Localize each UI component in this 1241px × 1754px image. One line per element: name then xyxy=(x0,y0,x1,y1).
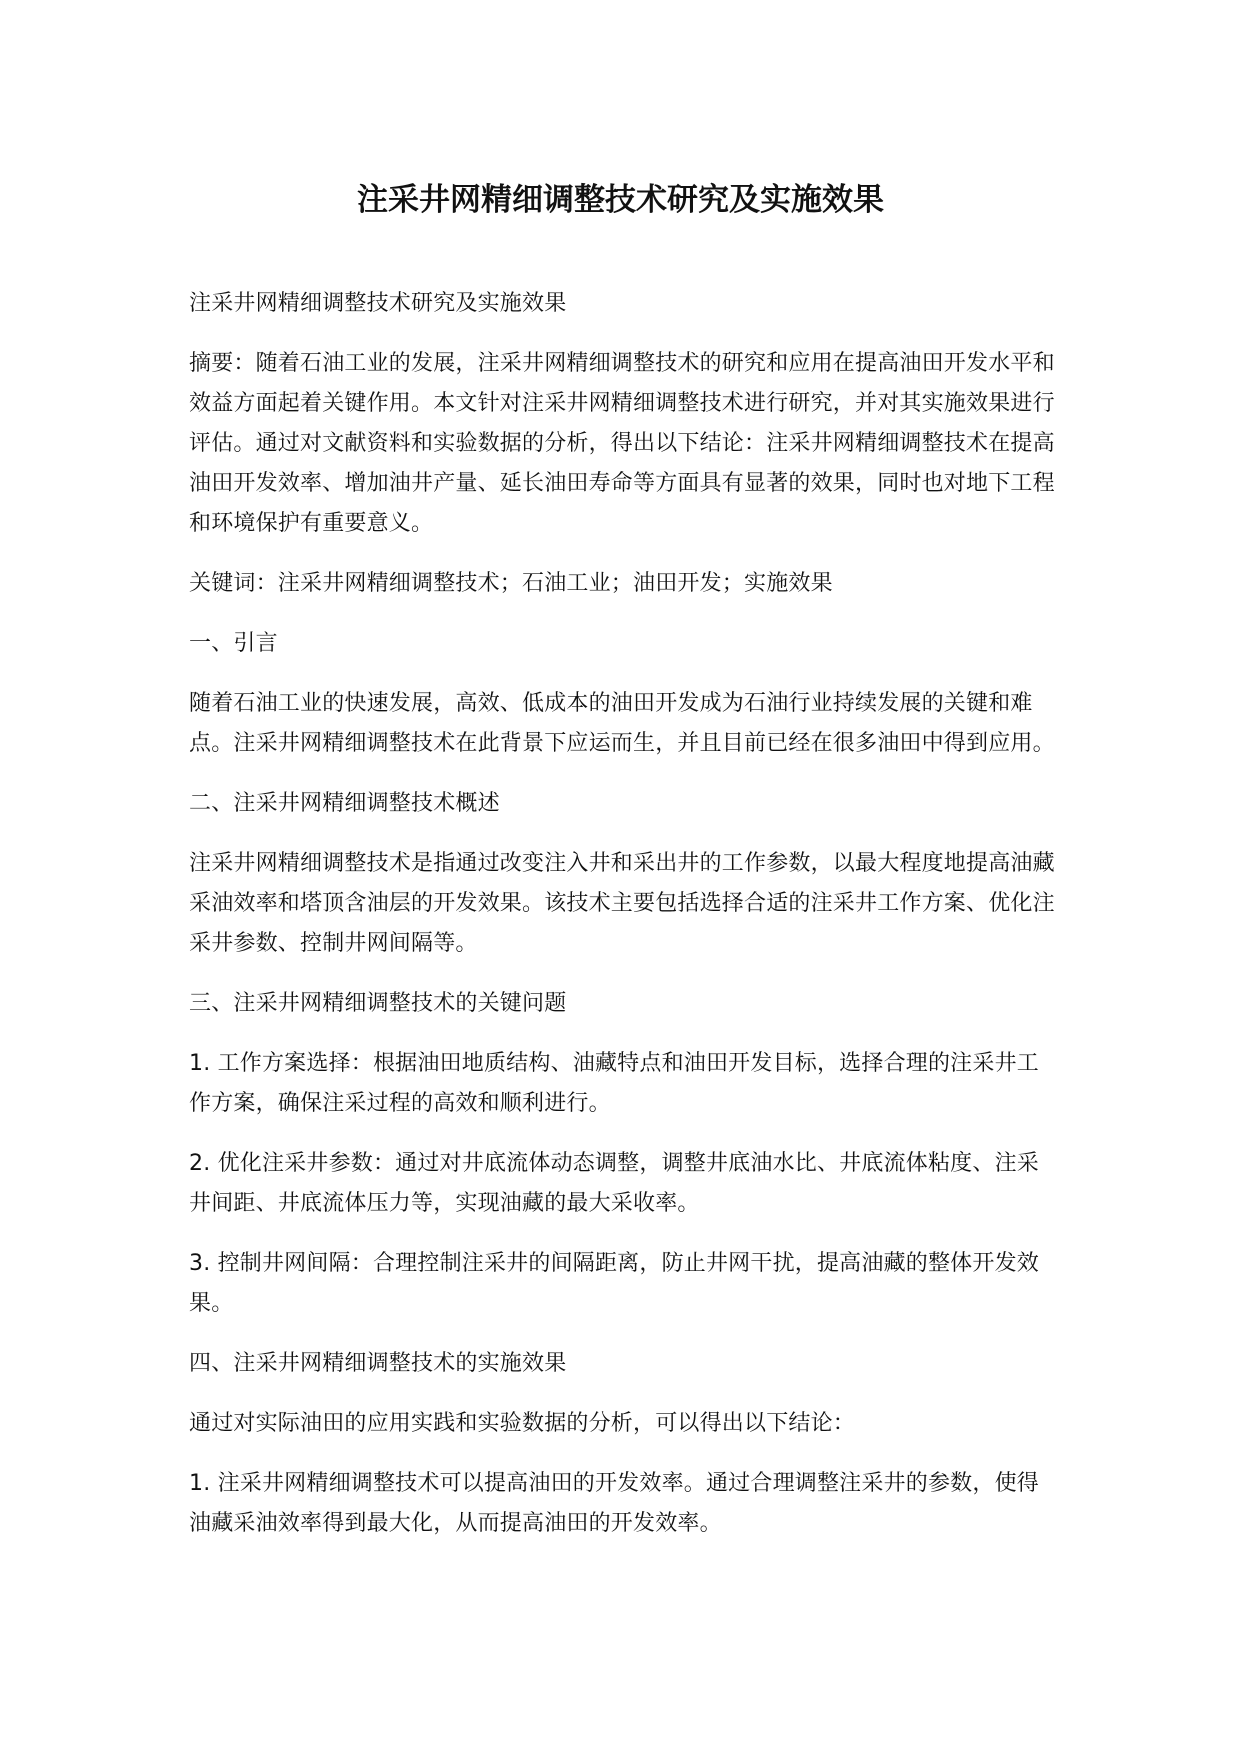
effect-item-1: 1. 注采井网精细调整技术可以提高油田的开发效率。通过合理调整注采井的参数，使得油藏采油效率得到最大化，从而提高油田的开发效率。 xyxy=(189,1471,1039,1536)
document-title: 注采井网精细调整技术研究及实施效果 xyxy=(357,182,884,218)
section-heading-overview: 二、注采井网精细调整技术概述 xyxy=(189,791,500,816)
overview-paragraph: 注采井网精细调整技术是指通过改变注入井和采出井的工作参数，以最大程度地提高油藏采油效率和塔顶含油层的开发效果。该技术主要包括选择合适的注采井工作方案、优化注采井参数、控制井网间隔等。 xyxy=(189,851,1055,956)
introduction-paragraph: 随着石油工业的快速发展，高效、低成本的油田开发成为石油行业持续发展的关键和难点。注采井网精细调整技术在此背景下应运而生，并且目前已经在很多油田中得到应用。 xyxy=(189,691,1055,756)
effects-intro-paragraph: 通过对实际油田的应用实践和实验数据的分析，可以得出以下结论： xyxy=(189,1411,856,1436)
section-heading-key-issues: 三、注采井网精细调整技术的关键问题 xyxy=(189,991,567,1016)
subtitle-paragraph: 注采井网精细调整技术研究及实施效果 xyxy=(189,291,567,316)
key-issue-item-1: 1. 工作方案选择：根据油田地质结构、油藏特点和油田开发目标，选择合理的注采井工作方案，确保注采过程的高效和顺利进行。 xyxy=(189,1051,1039,1116)
abstract-paragraph: 摘要：随着石油工业的发展，注采井网精细调整技术的研究和应用在提高油田开发水平和效益方面起着关键作用。本文针对注采井网精细调整技术进行研究，并对其实施效果进行评估。通过对文献资料和实验数据的分析，得出以下结论：注采井网精细调整技术在提高油田开发效率、增加油井产量、延长油田寿命等方面具有显著的效果，同时也对地下工程和环境保护有重要意义。 xyxy=(189,351,1055,536)
key-issue-item-2: 2. 优化注采井参数：通过对井底流体动态调整，调整井底油水比、井底流体粘度、注采井间距、井底流体压力等，实现油藏的最大采收率。 xyxy=(189,1151,1039,1216)
key-issue-item-3: 3. 控制井网间隔：合理控制注采井的间隔距离，防止井网干扰，提高油藏的整体开发效果。 xyxy=(189,1251,1039,1316)
keywords-paragraph: 关键词：注采井网精细调整技术；石油工业；油田开发；实施效果 xyxy=(189,571,833,596)
section-heading-effects: 四、注采井网精细调整技术的实施效果 xyxy=(189,1351,567,1376)
section-heading-introduction: 一、引言 xyxy=(189,631,278,656)
document-body xyxy=(189,284,1059,1564)
